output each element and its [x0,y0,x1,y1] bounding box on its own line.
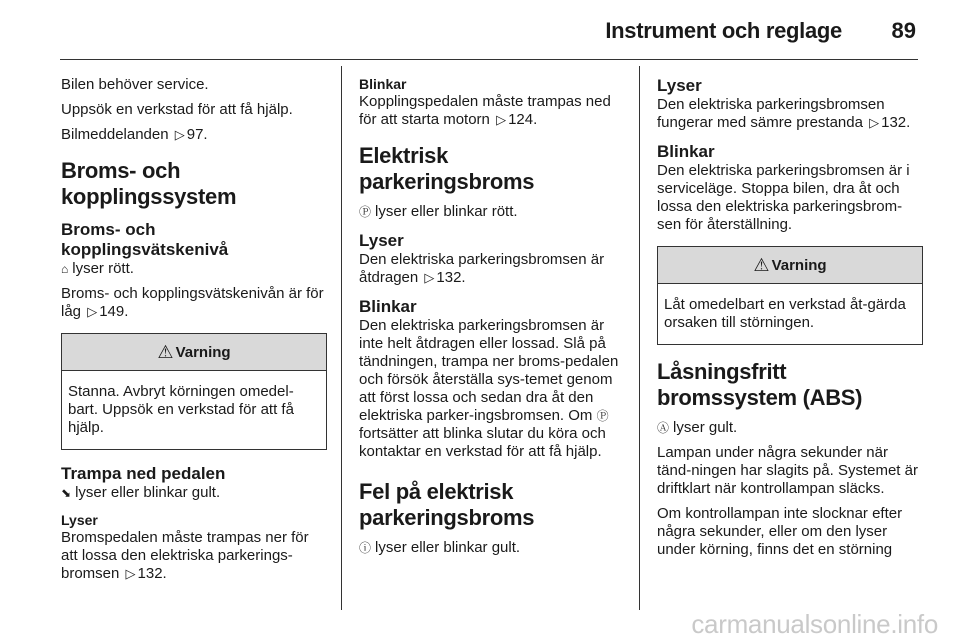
column-divider [639,66,640,610]
paragraph: Om kontrollampan inte slocknar efter några sekunder, eller om den lyser under körning, finns det en störning [657,505,903,558]
paragraph: Den elektriska parkeringsbromsen är åtdragen ▷ 132. [359,251,605,286]
subsection-heading: Blinkar [359,297,417,316]
section-heading: Låsningsfritt bromssystem (ABS) [657,359,863,410]
column-2 [359,76,625,557]
header-rule [60,59,918,60]
paragraph: ⓘ lyser eller blinkar gult. [359,539,521,556]
paragraph: Ⓐ lyser gult. [657,419,738,436]
header-title: Instrument och reglage [605,18,842,43]
warning-header [658,247,922,284]
parking-brake-fault-icon: ⓘ [359,541,372,555]
warning-icon: ⚠ [753,254,770,275]
cross-reference-icon: ▷ [496,112,507,127]
cross-reference-icon: ▷ [87,304,98,319]
clutch-pedal-icon: ⬊ [61,486,72,500]
page-header [0,0,960,62]
page-ref[interactable]: 149. [99,303,129,320]
parking-brake-icon: Ⓟ [359,205,372,219]
paragraph: Den elektriska parkeringsbromsen är i serviceläge. Stoppa bilen, dra åt och lossa den elektriska parkeringsbrom-sen för återställning. [657,162,910,233]
parking-brake-icon: Ⓟ [596,409,609,423]
paragraph: Kopplingspedalen måste trampas ned för att starta motorn ▷ 124. [359,93,611,128]
minor-heading: Blinkar [359,76,407,92]
page-ref[interactable]: 124. [508,111,538,128]
brake-fluid-icon: ⌂ [61,262,69,276]
cross-reference-icon: ▷ [424,270,435,285]
page-ref[interactable]: 97. [186,126,208,143]
paragraph: ⌂ lyser rött. [61,260,134,277]
column-3 [657,76,923,559]
column-divider [341,66,342,610]
section-heading: Elektrisk parkeringsbroms [359,143,535,194]
page-ref[interactable]: 132. [436,269,466,286]
warning-box [61,333,327,450]
paragraph: Uppsök en verkstad för att få hjälp. [61,101,293,118]
warning-title: Varning [175,343,231,361]
paragraph: ⬊ lyser eller blinkar gult. [61,484,221,501]
subsection-heading: Lyser [657,76,702,95]
cross-reference-icon: ▷ [125,566,136,581]
subsection-heading: Trampa ned pedalen [61,464,226,483]
page-ref[interactable]: 132. [137,565,167,582]
subsection-heading: Lyser [359,231,404,250]
warning-text: Stanna. Avbryt körningen omedel-bart. Uppsök en verkstad för att få hjälp. [68,383,294,436]
subsection-heading: Broms- och kopplingsvätskenivå [61,220,229,259]
warning-icon: ⚠ [157,341,174,362]
paragraph: Bilen behöver service. [61,76,209,93]
cross-reference-icon: ▷ [174,127,185,142]
page-ref[interactable]: 132. [881,114,911,131]
cross-reference-icon: ▷ [869,115,880,130]
watermark: carmanualsonline.info [691,609,938,639]
minor-heading: Lyser [61,512,98,528]
paragraph: Den elektriska parkeringsbromsen är inte helt åtdragen eller lossad. Slå på tändningen, trampa ner broms-pedalen och försök återställa sys-temet genom att först lossa och sedan dra åt den elektriska parker-ingsbromsen. Om Ⓟfortsätter att blinka slutar du köra och kontaktar en verkstad för att få hjälp. [359,317,619,460]
abs-icon: Ⓐ [657,421,670,435]
column-1 [61,76,327,583]
paragraph: Bilmeddelanden ▷ 97. [61,126,208,143]
paragraph: Ⓟ lyser eller blinkar rött. [359,203,518,220]
warning-text: Låt omedelbart en verkstad åt-gärda orsaken till störningen. [664,296,906,331]
paragraph: Broms- och kopplingsvätskenivån är för låg ▷ 149. [61,285,324,320]
paragraph: Lampan under några sekunder när tänd-ningen har slagits på. Systemet är driftklart när kontrollampan släcks. [657,444,918,497]
warning-header [62,334,326,371]
warning-box [657,246,923,345]
paragraph: Bromspedalen måste trampas ner för att lossa den elektriska parkerings-bromsen ▷ 132. [61,529,309,582]
warning-title: Varning [771,256,827,274]
subsection-heading: Blinkar [657,142,715,161]
page-number: 89 [891,18,916,43]
section-heading: Fel på elektrisk parkeringsbroms [359,479,535,530]
paragraph: Den elektriska parkeringsbromsen fungerar med sämre prestanda ▷ 132. [657,96,911,131]
section-heading: Broms- och kopplingssystem [61,158,237,209]
